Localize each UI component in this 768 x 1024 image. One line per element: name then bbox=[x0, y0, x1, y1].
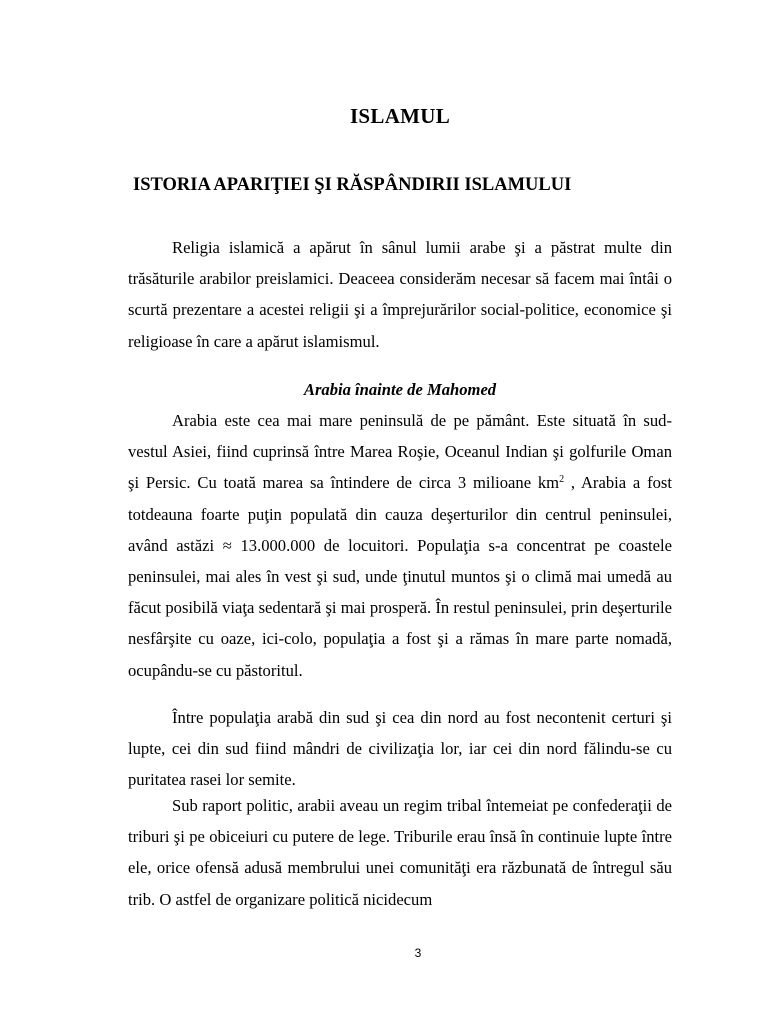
paragraph-arabia-part-b: , Arabia a fost totdeauna foarte puţin populată din cauza deşerturilor din centrul peninsulei, având astăzi ≈ 13.000.000 de locuitori. Populaţia s-a concentrat pe coastele peninsulei, mai ales în vest şi sud, unde ţinutul muntos şi o climă mai umedă au făcut posibilă viaţa sedentară şi mai prosperă. În restul peninsulei, prin deşerturile nesfârşite cu oaze, ici-colo, populaţia a fost şi a rămas în mare parte nomadă, ocupându-se cu păstoritul. bbox=[128, 473, 672, 680]
paragraph-arabia bbox=[128, 405, 672, 686]
superscript-exponent: 2 bbox=[559, 474, 565, 486]
paragraph-arabia-part-a: Arabia este cea mai mare peninsulă de pe pământ. Este situată în sud-vestul Asiei, fiind cuprinsă între Marea Roşie, Oceanul Indian şi golfurile Oman şi Persic. Cu toată marea sa întindere de circa 3 milioane km bbox=[128, 411, 672, 493]
page-number: 3 bbox=[414, 946, 422, 960]
section-heading: Arabia înainte de Mahomed bbox=[303, 380, 497, 399]
chapter-subtitle: ISTORIA APARIŢIEI ŞI RĂSPÂNDIRII ISLAMULUI bbox=[133, 175, 572, 195]
paragraph-politics: Sub raport politic, arabii aveau un regim tribal întemeiat pe confederaţii de triburi şi pe obiceiuri cu putere de lege. Triburile erau însă în continuie lupte între ele, orice ofensă adusă membrului unei comunităţi era răzbunată de întregul său trib. O astfel de organizare politică nicidecum bbox=[128, 796, 672, 909]
paragraph-population: Între populaţia arabă din sud şi cea din nord au fost necontenit certuri şi lupte, cei din sud fiind mândri de civilizaţia lor, iar cei din nord fălindu-se cu puritatea rasei lor semite. bbox=[128, 708, 672, 790]
page-title: ISLAMUL bbox=[349, 104, 451, 128]
paragraph-intro: Religia islamică a apărut în sânul lumii arabe şi a păstrat multe din trăsăturile arabilor preislamici. Deaceea considerăm necesar să facem mai întâi o scurtă prezentare a acestei religii şi a împrejurărilor social-politice, economice şi religioase în care a apărut islamismul. bbox=[128, 238, 672, 351]
